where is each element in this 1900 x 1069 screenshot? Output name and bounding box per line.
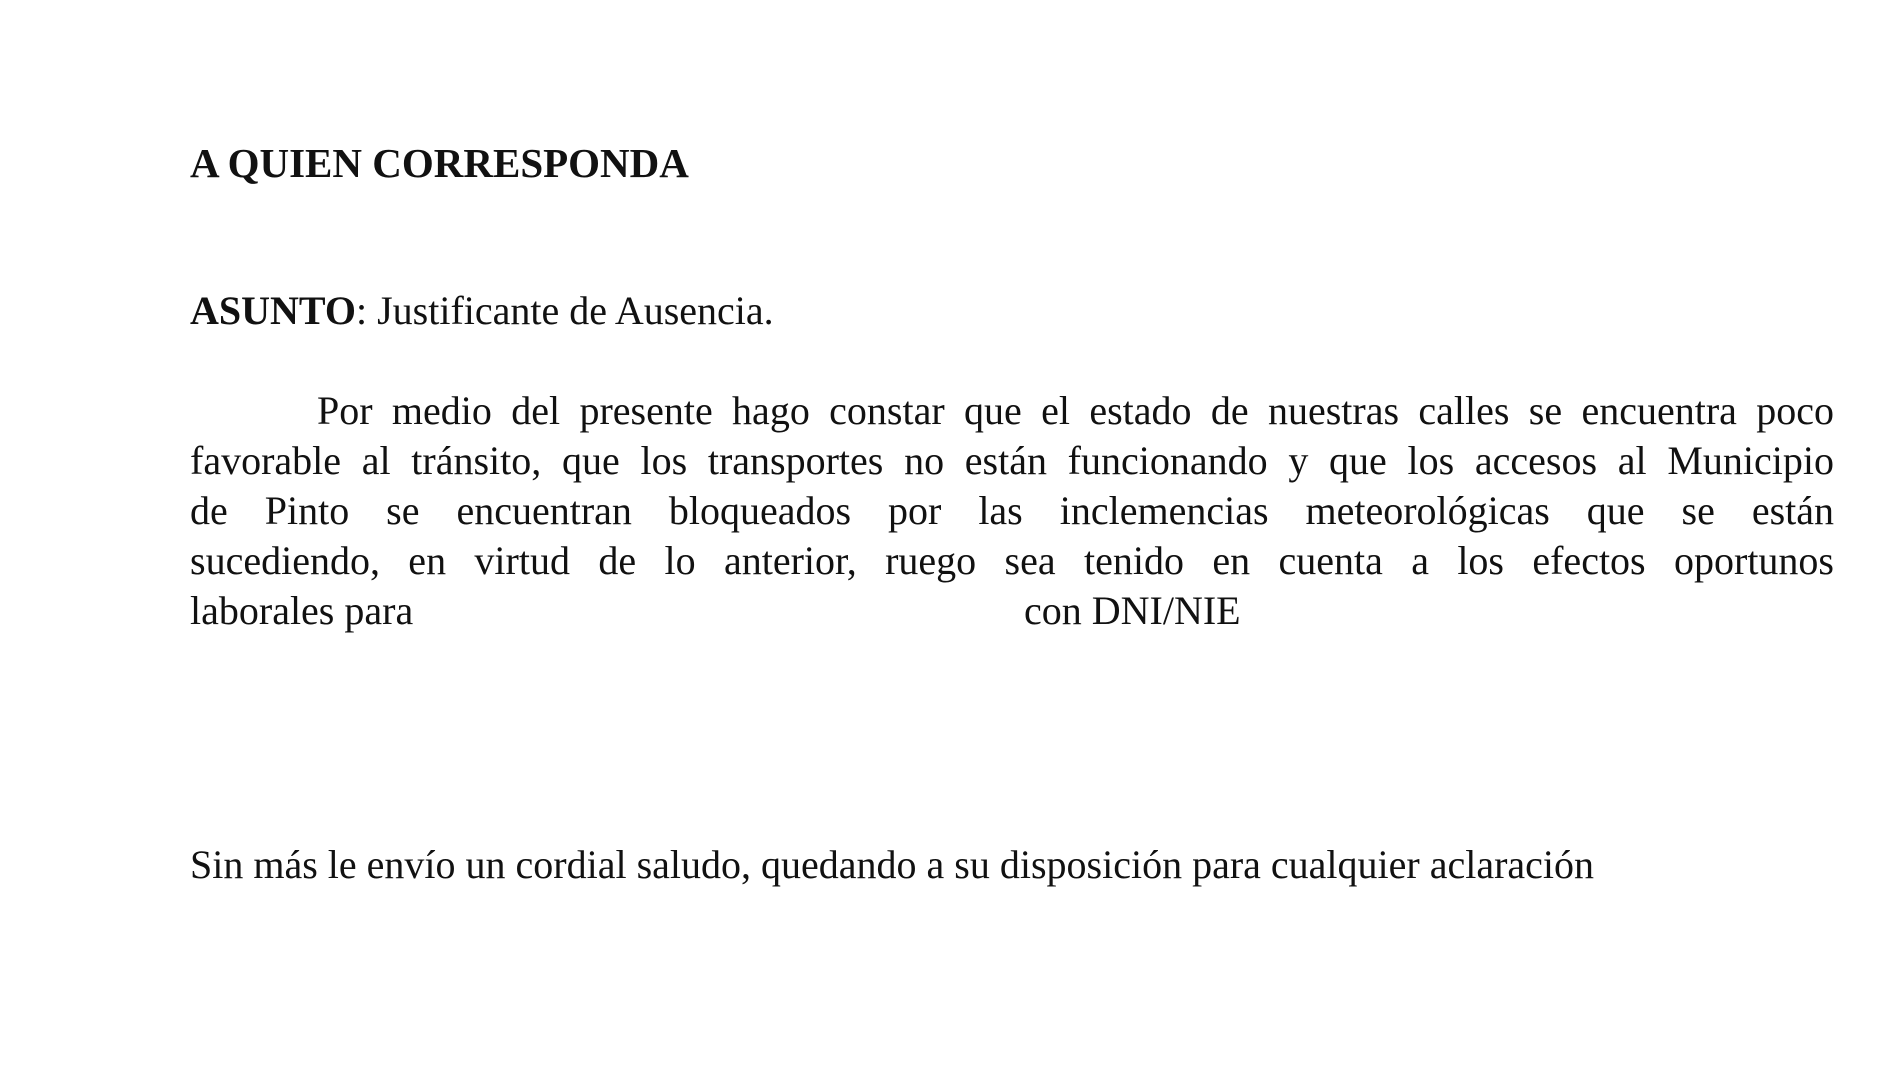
body-line-2: favorable al tránsito, que los transportes no están funcionando y que los accesos al Municipio [190,438,1834,483]
body-line-3: de Pinto se encuentran bloqueados por las inclemencias meteorológicas que se están [190,488,1834,533]
body-line-1: Por medio del presente hago constar que el estado de nuestras calles se encuentra poco [317,388,1834,433]
body-line-5 [190,586,1834,636]
subject-label: ASUNTO [190,288,356,333]
body-paragraph [190,386,1834,636]
document-heading: A QUIEN CORRESPONDA [190,140,689,186]
body-line-5-start: laborales para [190,588,414,633]
subject-separator: : [355,288,368,333]
subject-line [190,286,774,336]
subject-text: Justificante de Ausencia. [367,288,774,333]
body-line-5-dni: con DNI/NIE [1024,588,1241,633]
closing-line: Sin más le envío un cordial saludo, quedando a su disposición para cualquier aclaración [190,842,1595,887]
body-line-4: sucediendo, en virtud de lo anterior, ruego sea tenido en cuenta a los efectos oportunos [190,538,1834,583]
